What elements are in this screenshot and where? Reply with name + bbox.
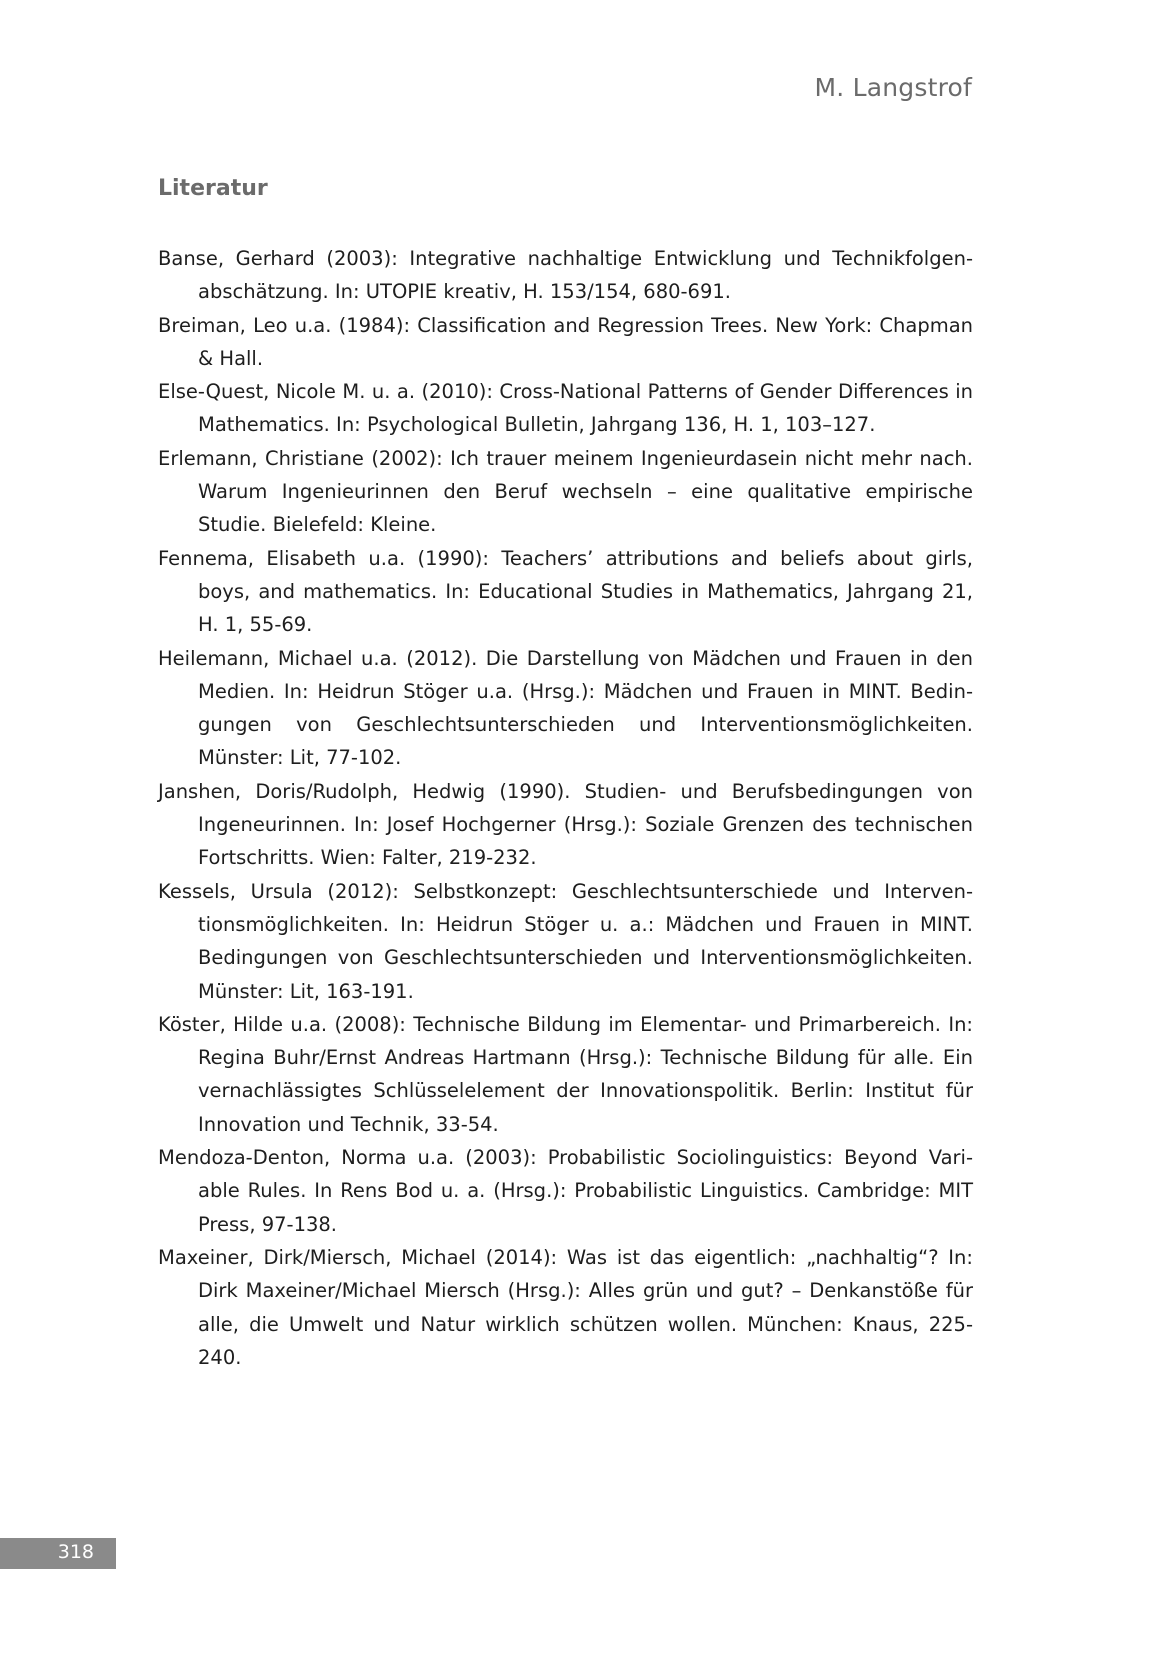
bibliography-entry: Heilemann, Michael u.a. (2012). Die Darstellung von Mädchen und Frauen in den Medien. In: Heidrun Stöger u.a. (Hrsg.): Mädchen und Frauen in MINT. Bedingungen von Geschlechtsunterschieden und Interventionsmöglichkeiten. Münster: Lit, 77-102. [158,646,973,770]
page-number: 318 [57,1541,94,1563]
bibliography-entry: Breiman, Leo u.a. (1984): Classification and Regression Trees. New York: Chapman & Hall. [158,313,973,370]
bibliography-entry: Mendoza-Denton, Norma u.a. (2003): Probabilistic Sociolinguistics: Beyond Variable Rules. In Rens Bod u. a. (Hrsg.): Probabilistic Linguistics. Cambridge: MIT Press, 97-138. [158,1146,973,1236]
bibliography-entry: Köster, Hilde u.a. (2008): Technische Bildung im Elementar- und Primarbereich. In: Regina Buhr/Ernst Andreas Hartmann (Hrsg.): Technische Bildung für alle. Ein vernachlässigtes Schlüsselelement der Innovationspolitik. Berlin: Institut für Innovation und Technik, 33-54. [158,1012,973,1136]
page-number-box [0,1538,116,1569]
bibliography-entry: Banse, Gerhard (2003): Integrative nachhaltige Entwicklung und Technikfolgenabschätzung. In: UTOPIE kreativ, H. 153/154, 680-691. [158,247,973,304]
running-head-author: M. Langstrof [814,73,972,102]
bibliography-entry: Maxeiner, Dirk/Miersch, Michael (2014): Was ist das eigentlich: „nachhaltig“? In: Dirk Maxeiner/Michael Miersch (Hrsg.): Alles grün und gut? – Denkanstöße für alle, die Umwelt und Natur wirklich schützen wollen. München: Knaus, 225-240. [158,1245,973,1369]
section-title: Literatur [158,176,268,201]
bibliography-entry: Erlemann, Christiane (2002): Ich trauer meinem Ingenieurdasein nicht mehr nach. Warum Ingenieurinnen den Beruf wechseln – eine qualitative empirische Studie. Bielefeld: Kleine. [158,446,973,537]
bibliography-list [158,242,973,1374]
bibliography-entry: Fennema, Elisabeth u.a. (1990): Teachers’ attributions and beliefs about girls, boys, and mathematics. In: Educational Studies in Mathematics, Jahrgang 21, H. 1, 55-69. [158,546,973,637]
bibliography-entry: Janshen, Doris/Rudolph, Hedwig (1990). Studien- und Berufsbedingungen von Ingeneurinnen. In: Josef Hochgerner (Hrsg.): Soziale Grenzen des technischen Fortschritts. Wien: Falter, 219-232. [158,779,973,870]
bibliography-entry: Else-Quest, Nicole M. u. a. (2010): Cross-National Patterns of Gender Differences in Mathematics. In: Psychological Bulletin, Jahrgang 136, H. 1, 103–127. [158,380,973,437]
bibliography-entry: Kessels, Ursula (2012): Selbstkonzept: Geschlechtsunterschiede und Interventionsmöglichkeiten. In: Heidrun Stöger u. a.: Mädchen und Frauen in MINT. Bedingungen von Geschlechtsunterschieden und Interventionsmöglichkeiten. Münster: Lit, 163-191. [158,879,973,1003]
